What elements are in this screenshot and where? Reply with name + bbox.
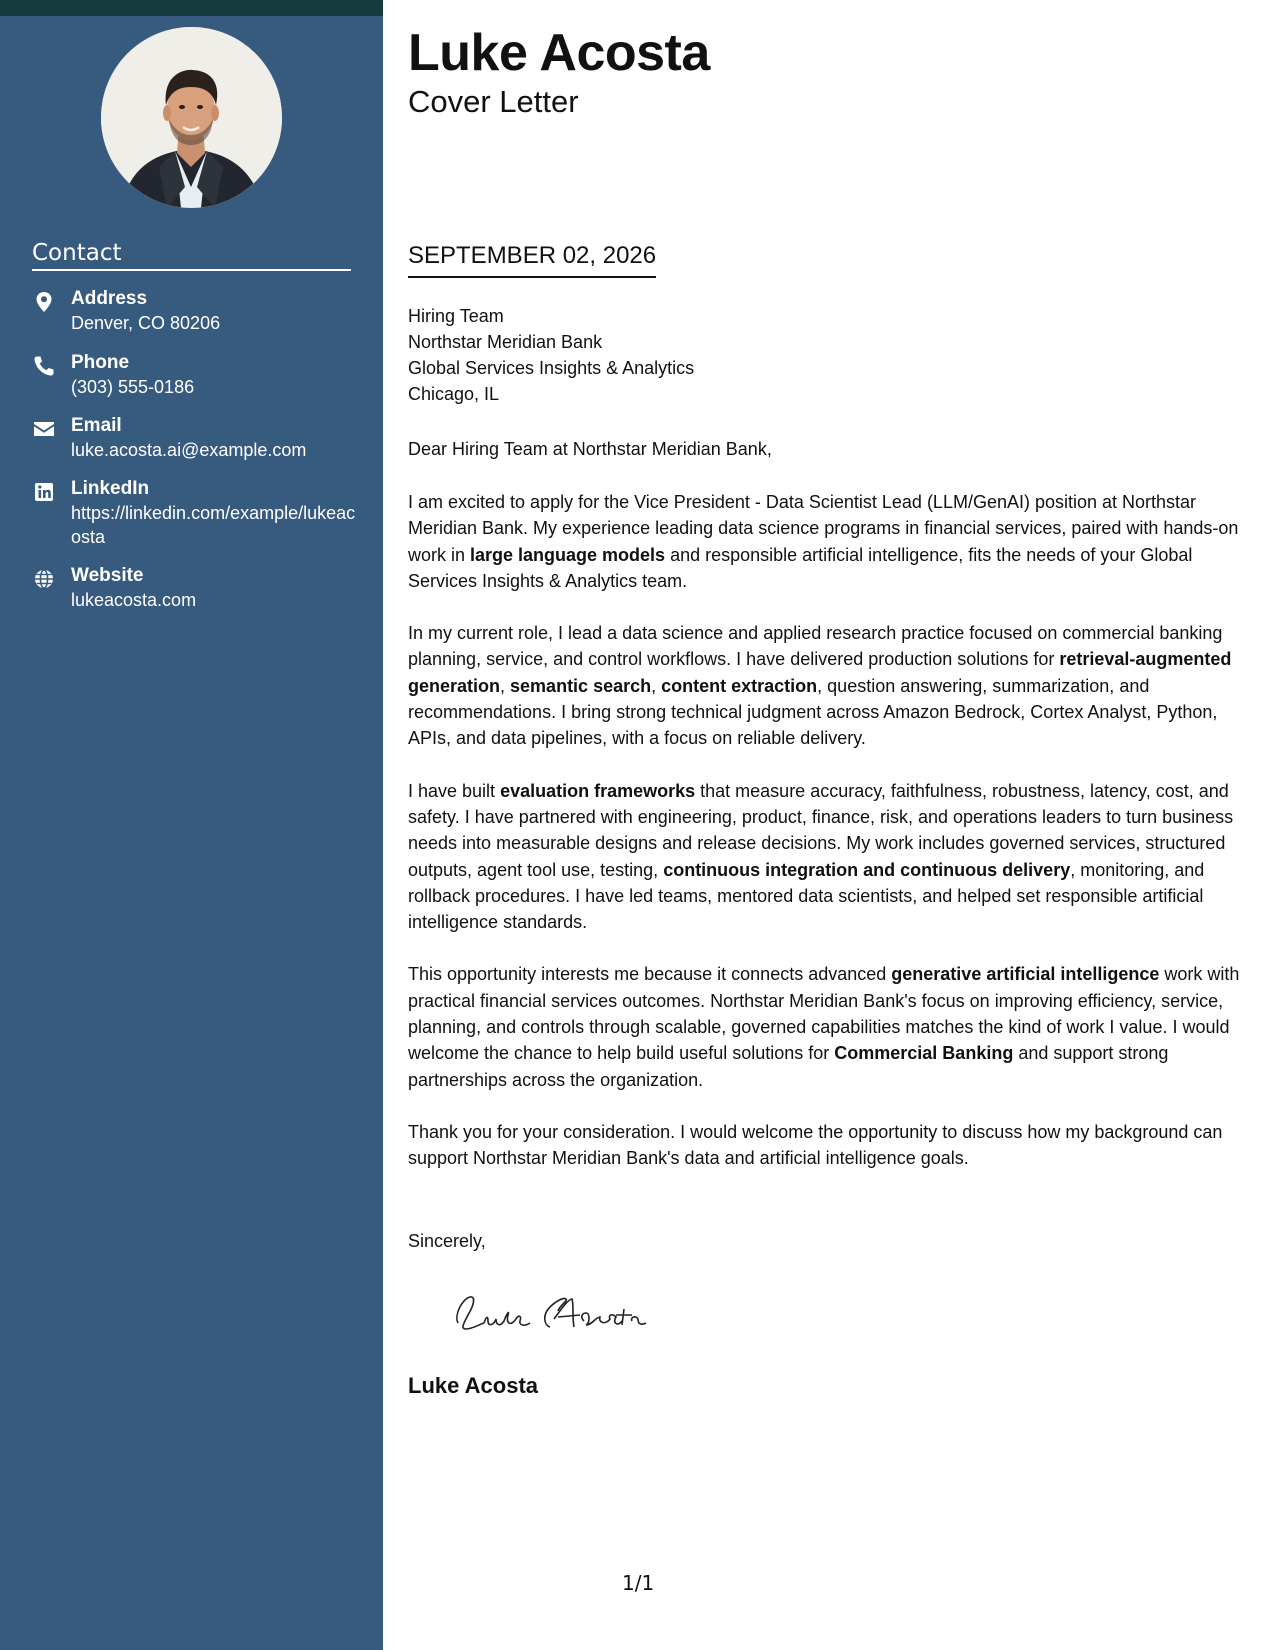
address-label: Address	[71, 288, 148, 309]
letter-date: SEPTEMBER 02, 2026	[408, 241, 656, 278]
paragraph-text: , question answering, summarization, and recommendations. I bring strong technical judgment across Amazon Bedrock, Cortex Analyst, Python, APIs, and data pipelines, with a focus on reliable delivery.	[408, 675, 1218, 749]
profile-photo	[101, 27, 282, 208]
signature-image	[440, 1285, 650, 1345]
signer-name: Luke Acosta	[408, 1373, 539, 1398]
emphasized-text: continuous integration and continuous delivery	[663, 859, 1071, 880]
paragraph-text: and responsible artificial intelligence, fits the needs of your Global Services Insights & Analytics team.	[408, 544, 1193, 591]
salutation: Dear Hiring Team at Northstar Meridian Bank,	[408, 439, 772, 459]
emphasized-text: large language models	[470, 544, 666, 565]
map-pin-icon	[32, 290, 56, 314]
page-number: 1/1	[622, 1571, 655, 1595]
paragraph-text: This opportunity interests me because it connects advanced	[408, 964, 892, 985]
emphasized-text: semantic search	[510, 675, 652, 696]
recipient-line: Hiring Team	[408, 306, 504, 326]
emphasized-text: evaluation frameworks	[500, 780, 696, 801]
letter-paragraph	[408, 1119, 1248, 1172]
email-value[interactable]: luke.acosta.ai@example.com	[71, 440, 307, 460]
paragraph-text: I have built	[408, 780, 501, 801]
recipient-block	[408, 303, 694, 407]
linkedin-icon	[32, 480, 56, 504]
emphasized-text: Commercial Banking	[834, 1043, 1014, 1064]
sidebar	[0, 0, 383, 1650]
emphasized-text: generative artificial intelligence	[891, 964, 1160, 985]
recipient-line: Northstar Meridian Bank	[408, 332, 603, 352]
paragraph-text: ,	[500, 675, 511, 696]
phone-value[interactable]: (303) 555-0186	[71, 377, 195, 397]
emphasized-text: retrieval-augmented generation	[408, 649, 1232, 696]
recipient-line: Chicago, IL	[408, 384, 500, 404]
envelope-icon	[32, 417, 56, 441]
paragraph-text: Thank you for your consideration. I would welcome the opportunity to discuss how my background can support Northstar Meridian Bank's data and artificial intelligence goals.	[408, 1121, 1223, 1169]
address-value: Denver, CO 80206	[71, 313, 221, 333]
paragraph-text: ,	[651, 675, 662, 696]
website-label: Website	[71, 565, 144, 586]
sidebar-top-bar	[0, 0, 383, 16]
emphasized-text: content extraction	[661, 675, 818, 696]
letter-paragraph	[408, 489, 1248, 594]
letter-paragraph	[408, 961, 1248, 1092]
applicant-name: Luke Acosta	[408, 24, 710, 82]
paragraph-text: and support strong partnerships across the organization.	[408, 1043, 1169, 1090]
phone-label: Phone	[71, 352, 130, 373]
paragraph-text: In my current role, I lead a data science and applied research practice focused on commercial banking planning, service, and control workflows. I have delivered production solutions for	[408, 623, 1223, 670]
letter-paragraph	[408, 778, 1248, 936]
contact-heading: Contact	[32, 240, 351, 271]
linkedin-value[interactable]: https://linkedin.com/example/lukeacosta	[71, 503, 356, 547]
email-label: Email	[71, 415, 122, 436]
linkedin-label: LinkedIn	[71, 478, 150, 499]
phone-icon	[32, 354, 56, 378]
paragraph-text: , monitoring, and rollback procedures. I have led teams, mentored data scientists, and helped set responsible artificial intelligence standards.	[408, 859, 1205, 933]
paragraph-text: I am excited to apply for the Vice President - Data Scientist Lead (LLM/GenAI) position at Northstar Meridian Bank. My experience leading data science programs in financial services, paired with hands-on work in	[408, 492, 1239, 565]
globe-icon	[32, 567, 56, 591]
letter-paragraph	[408, 620, 1248, 751]
letter-body	[408, 489, 1248, 1198]
website-value[interactable]: lukeacosta.com	[71, 590, 197, 610]
closing: Sincerely,	[408, 1231, 486, 1251]
recipient-line: Global Services Insights & Analytics	[408, 358, 695, 378]
document-subtitle: Cover Letter	[408, 84, 579, 119]
paragraph-text: work with practical financial services outcomes. Northstar Meridian Bank's focus on improving efficiency, service, planning, and controls through scalable, governed capabilities matches the kind of work I value. I would welcome the chance to help build useful solutions for	[408, 964, 1240, 1064]
paragraph-text: that measure accuracy, faithfulness, robustness, latency, cost, and safety. I have partnered with engineering, product, finance, risk, and operations leaders to turn business needs into measurable designs and release decisions. My work includes governed services, structured outputs, agent tool use, testing,	[408, 780, 1234, 880]
